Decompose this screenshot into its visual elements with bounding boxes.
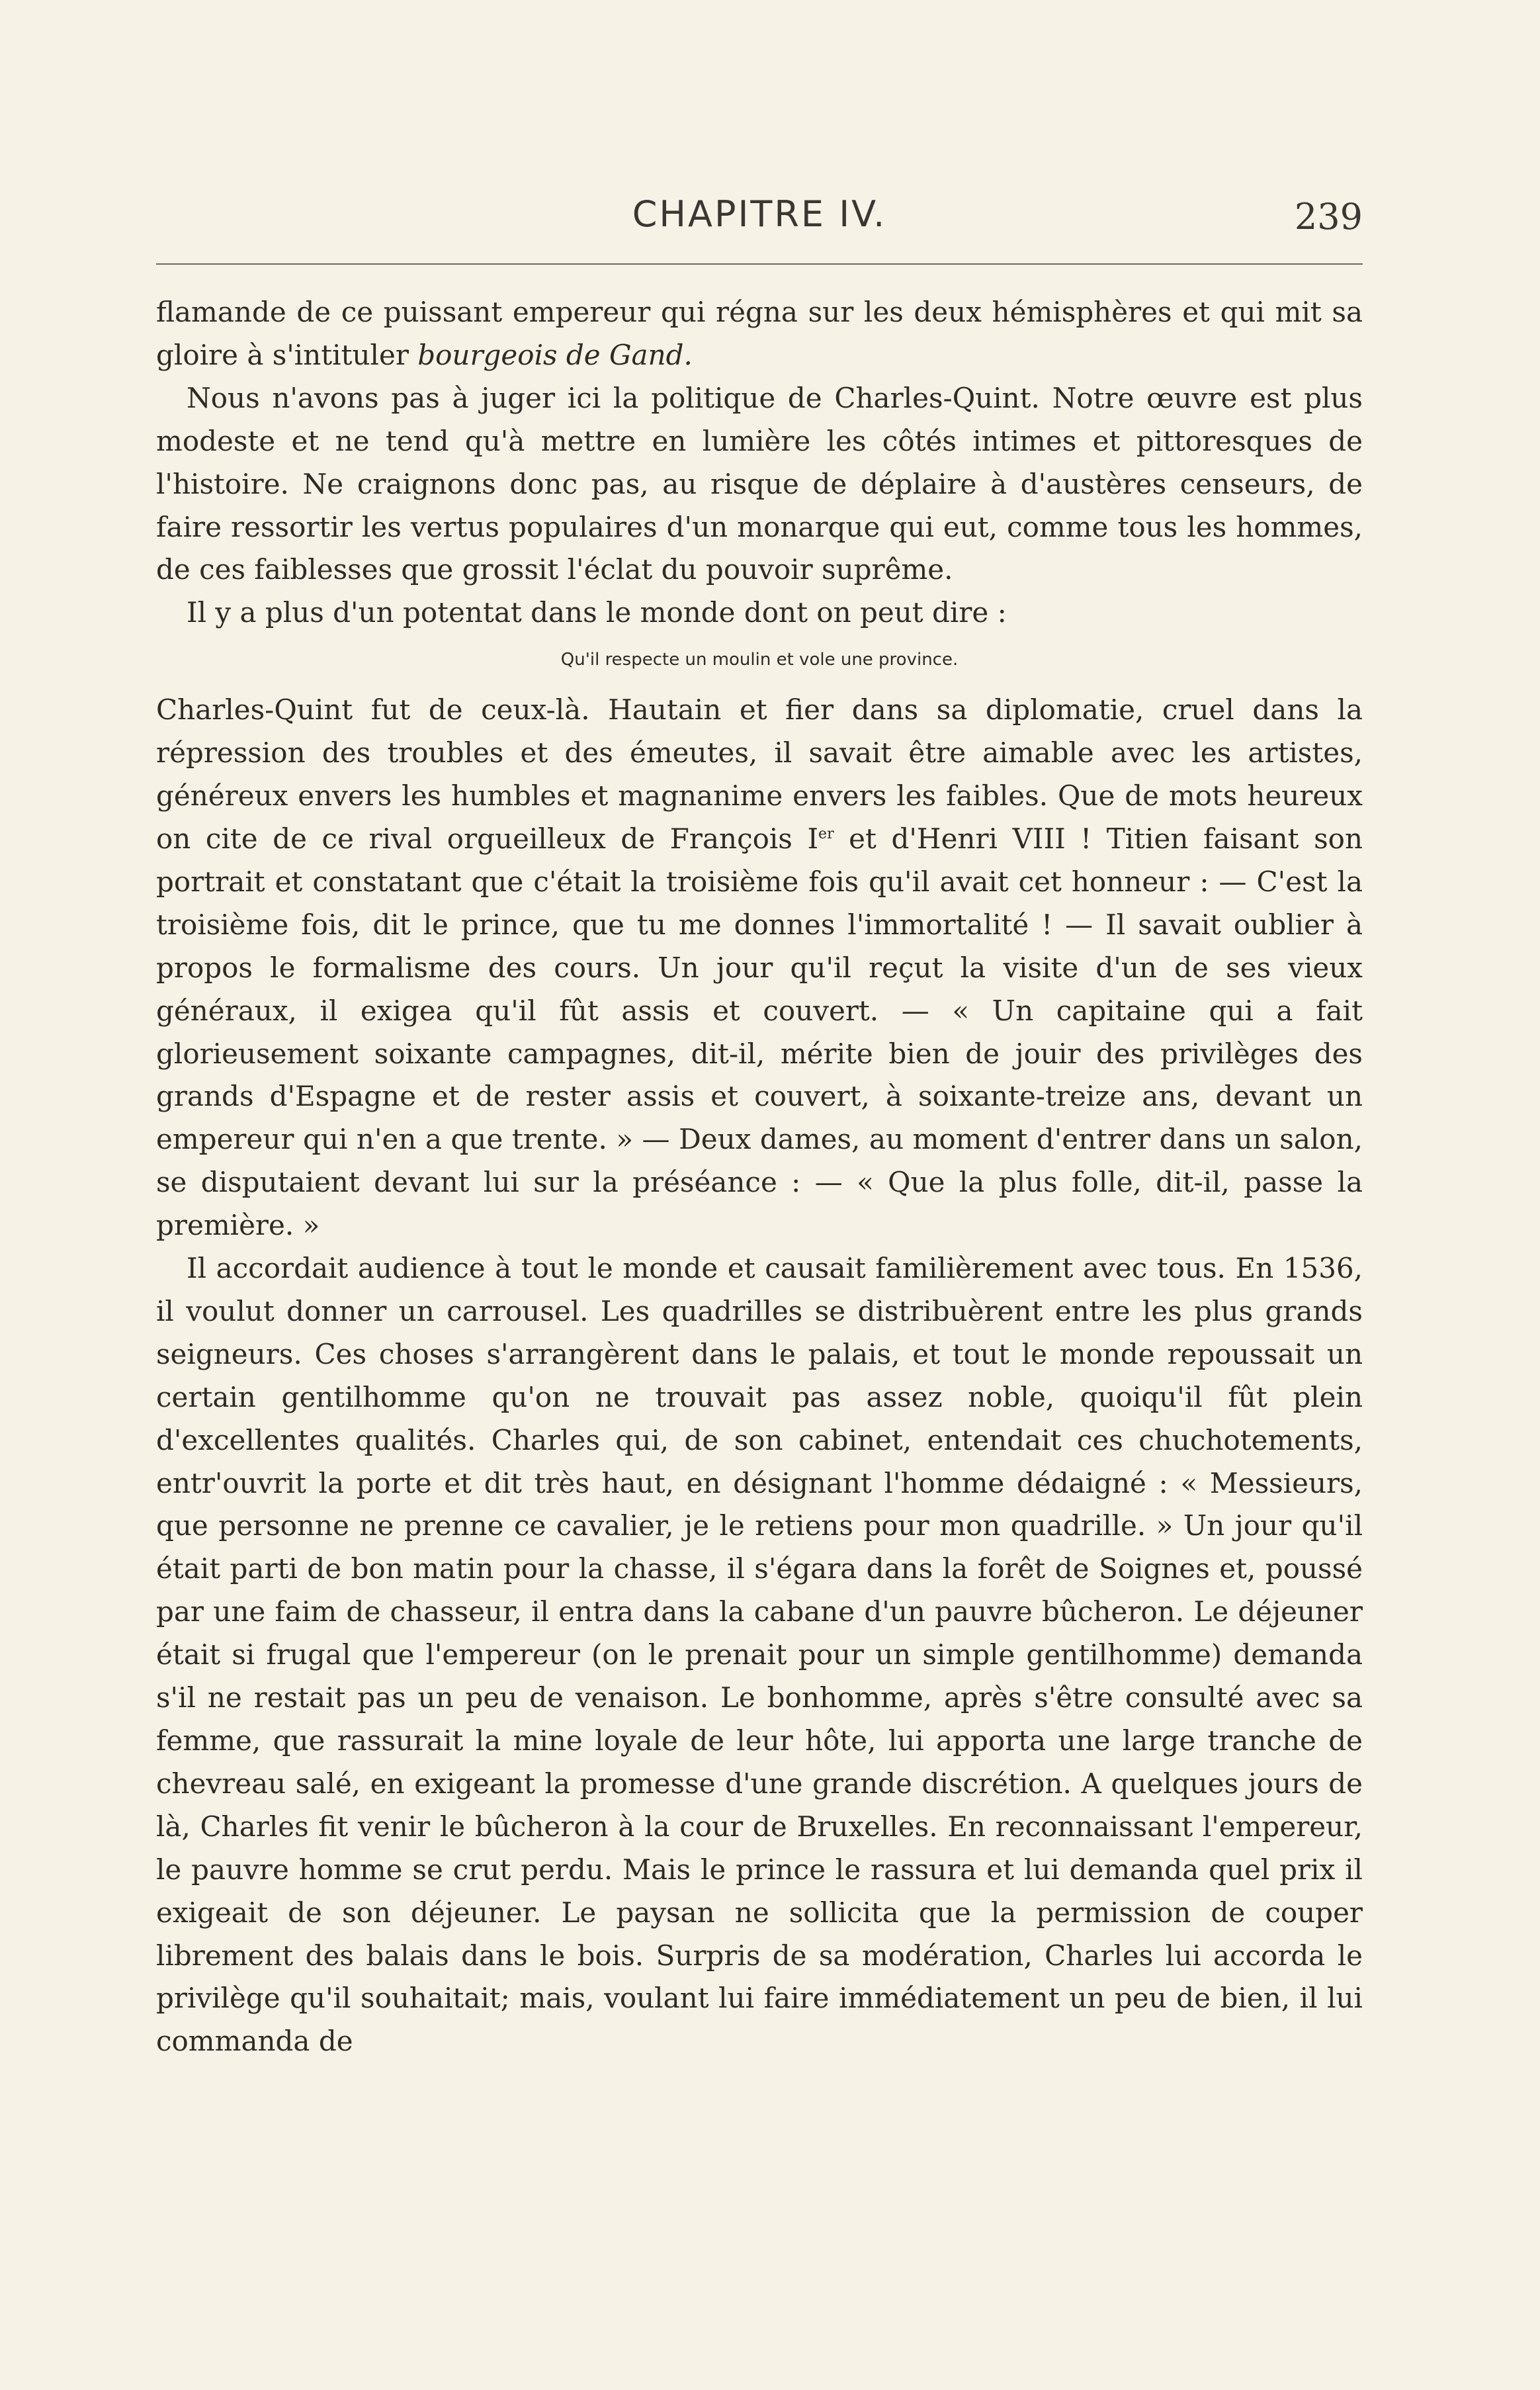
- paragraph-text: Charles-Quint fut de ceux-là. Hautain et fier dans sa diplomatie, cruel dans la répression des troubles et des émeutes, il savait être aimable avec les artistes, généreux envers les humbles et magnanime envers les faibles. Que de mots heureux on cite de ce rival orgueilleux de François I: [156, 693, 1363, 855]
- paragraph-continued: [156, 291, 1363, 377]
- page-body: [156, 291, 1363, 2063]
- verse-quote: Qu'il respecte un moulin et vole une province.: [560, 650, 959, 670]
- paragraph-text: flamande de ce puissant empereur qui régna sur les deux hémisphères et qui mit sa gloire à s'intituler: [156, 296, 1363, 371]
- paragraph-text: et d'Henri VIII ! Titien faisant son portrait et constatant que c'était la troisième fois qu'il avait cet honneur : — C'est la troisième fois, dit le prince, que tu me donnes l'immortalité ! — Il savait oublier à propos le formalisme des cours. Un jour qu'il reçut la visite d'un de ses vieux généraux, il exigea qu'il fût assis et couvert. — « Un capitaine qui a fait glorieusement soixante campagnes, dit-il, mérite bien de jouir des privilèges des grands d'Espagne et de rester assis et couvert, à soixante-treize ans, devant un empereur qui n'en a que trente. » — Deux dames, au moment d'entrer dans un salon, se disputaient devant lui sur la préséance : — « Que la plus folle, dit-il, passe la première. »: [156, 822, 1363, 1242]
- paragraph: Il y a plus d'un potentat dans le monde dont on peut dire :: [187, 596, 1007, 629]
- superscript: er: [818, 825, 834, 842]
- paragraph: [156, 689, 1363, 1247]
- italic-phrase: bourgeois de Gand.: [417, 338, 693, 371]
- chapter-title: CHAPITRE IV.: [632, 193, 887, 235]
- header-rule: [156, 263, 1363, 265]
- running-header: [156, 193, 1363, 253]
- paragraph: Il accordait audience à tout le monde et causait familièrement avec tous. En 1536, il voulut donner un carrousel. Les quadrilles se distribuèrent entre les plus grands seigneurs. Ces choses s'arrangèrent dans le palais, et tout le monde repoussait un certain gentilhomme qu'on ne trouvait pas assez noble, quoiqu'il fût plein d'excellentes qualités. Charles qui, de son cabinet, entendait ces chuchotements, entr'ouvrit la porte et dit très haut, en désignant l'homme dédaigné : « Messieurs, que personne ne prenne ce cavalier, je le retiens pour mon quadrille. » Un jour qu'il était parti de bon matin pour la chasse, il s'égara dans la forêt de Soignes et, poussé par une faim de chasseur, il entra dans la cabane d'un pauvre bûcheron. Le déjeuner était si frugal que l'empereur (on le prenait pour un simple gentilhomme) demanda s'il ne restait pas un peu de venaison. Le bonhomme, après s'être consulté avec sa femme, que rassurait la mine loyale de leur hôte, lui apporta une large tranche de chevreau salé, en exigeant la promesse d'une grande discrétion. A quelques jours de là, Charles fit venir le bûcheron à la cour de Bruxelles. En reconnaissant l'empereur, le pauvre homme se crut perdu. Mais le prince le rassura et lui demanda quel prix il exigeait de son déjeuner. Le paysan ne sollicita que la permission de couper librement des balais dans le bois. Surpris de sa modération, Charles lui accorda le privilège qu'il souhaitait; mais, voulant lui faire immédiatement un peu de bien, il lui commanda de: [156, 1252, 1363, 2058]
- paragraph: Nous n'avons pas à juger ici la politique de Charles-Quint. Notre œuvre est plus modeste et ne tend qu'à mettre en lumière les côtés intimes et pittoresques de l'histoire. Ne craignons donc pas, au risque de déplaire à d'austères censeurs, de faire ressortir les vertus populaires d'un monarque qui eut, comme tous les hommes, de ces faiblesses que grossit l'éclat du pouvoir suprême.: [156, 381, 1363, 586]
- page-number: 239: [1294, 196, 1363, 238]
